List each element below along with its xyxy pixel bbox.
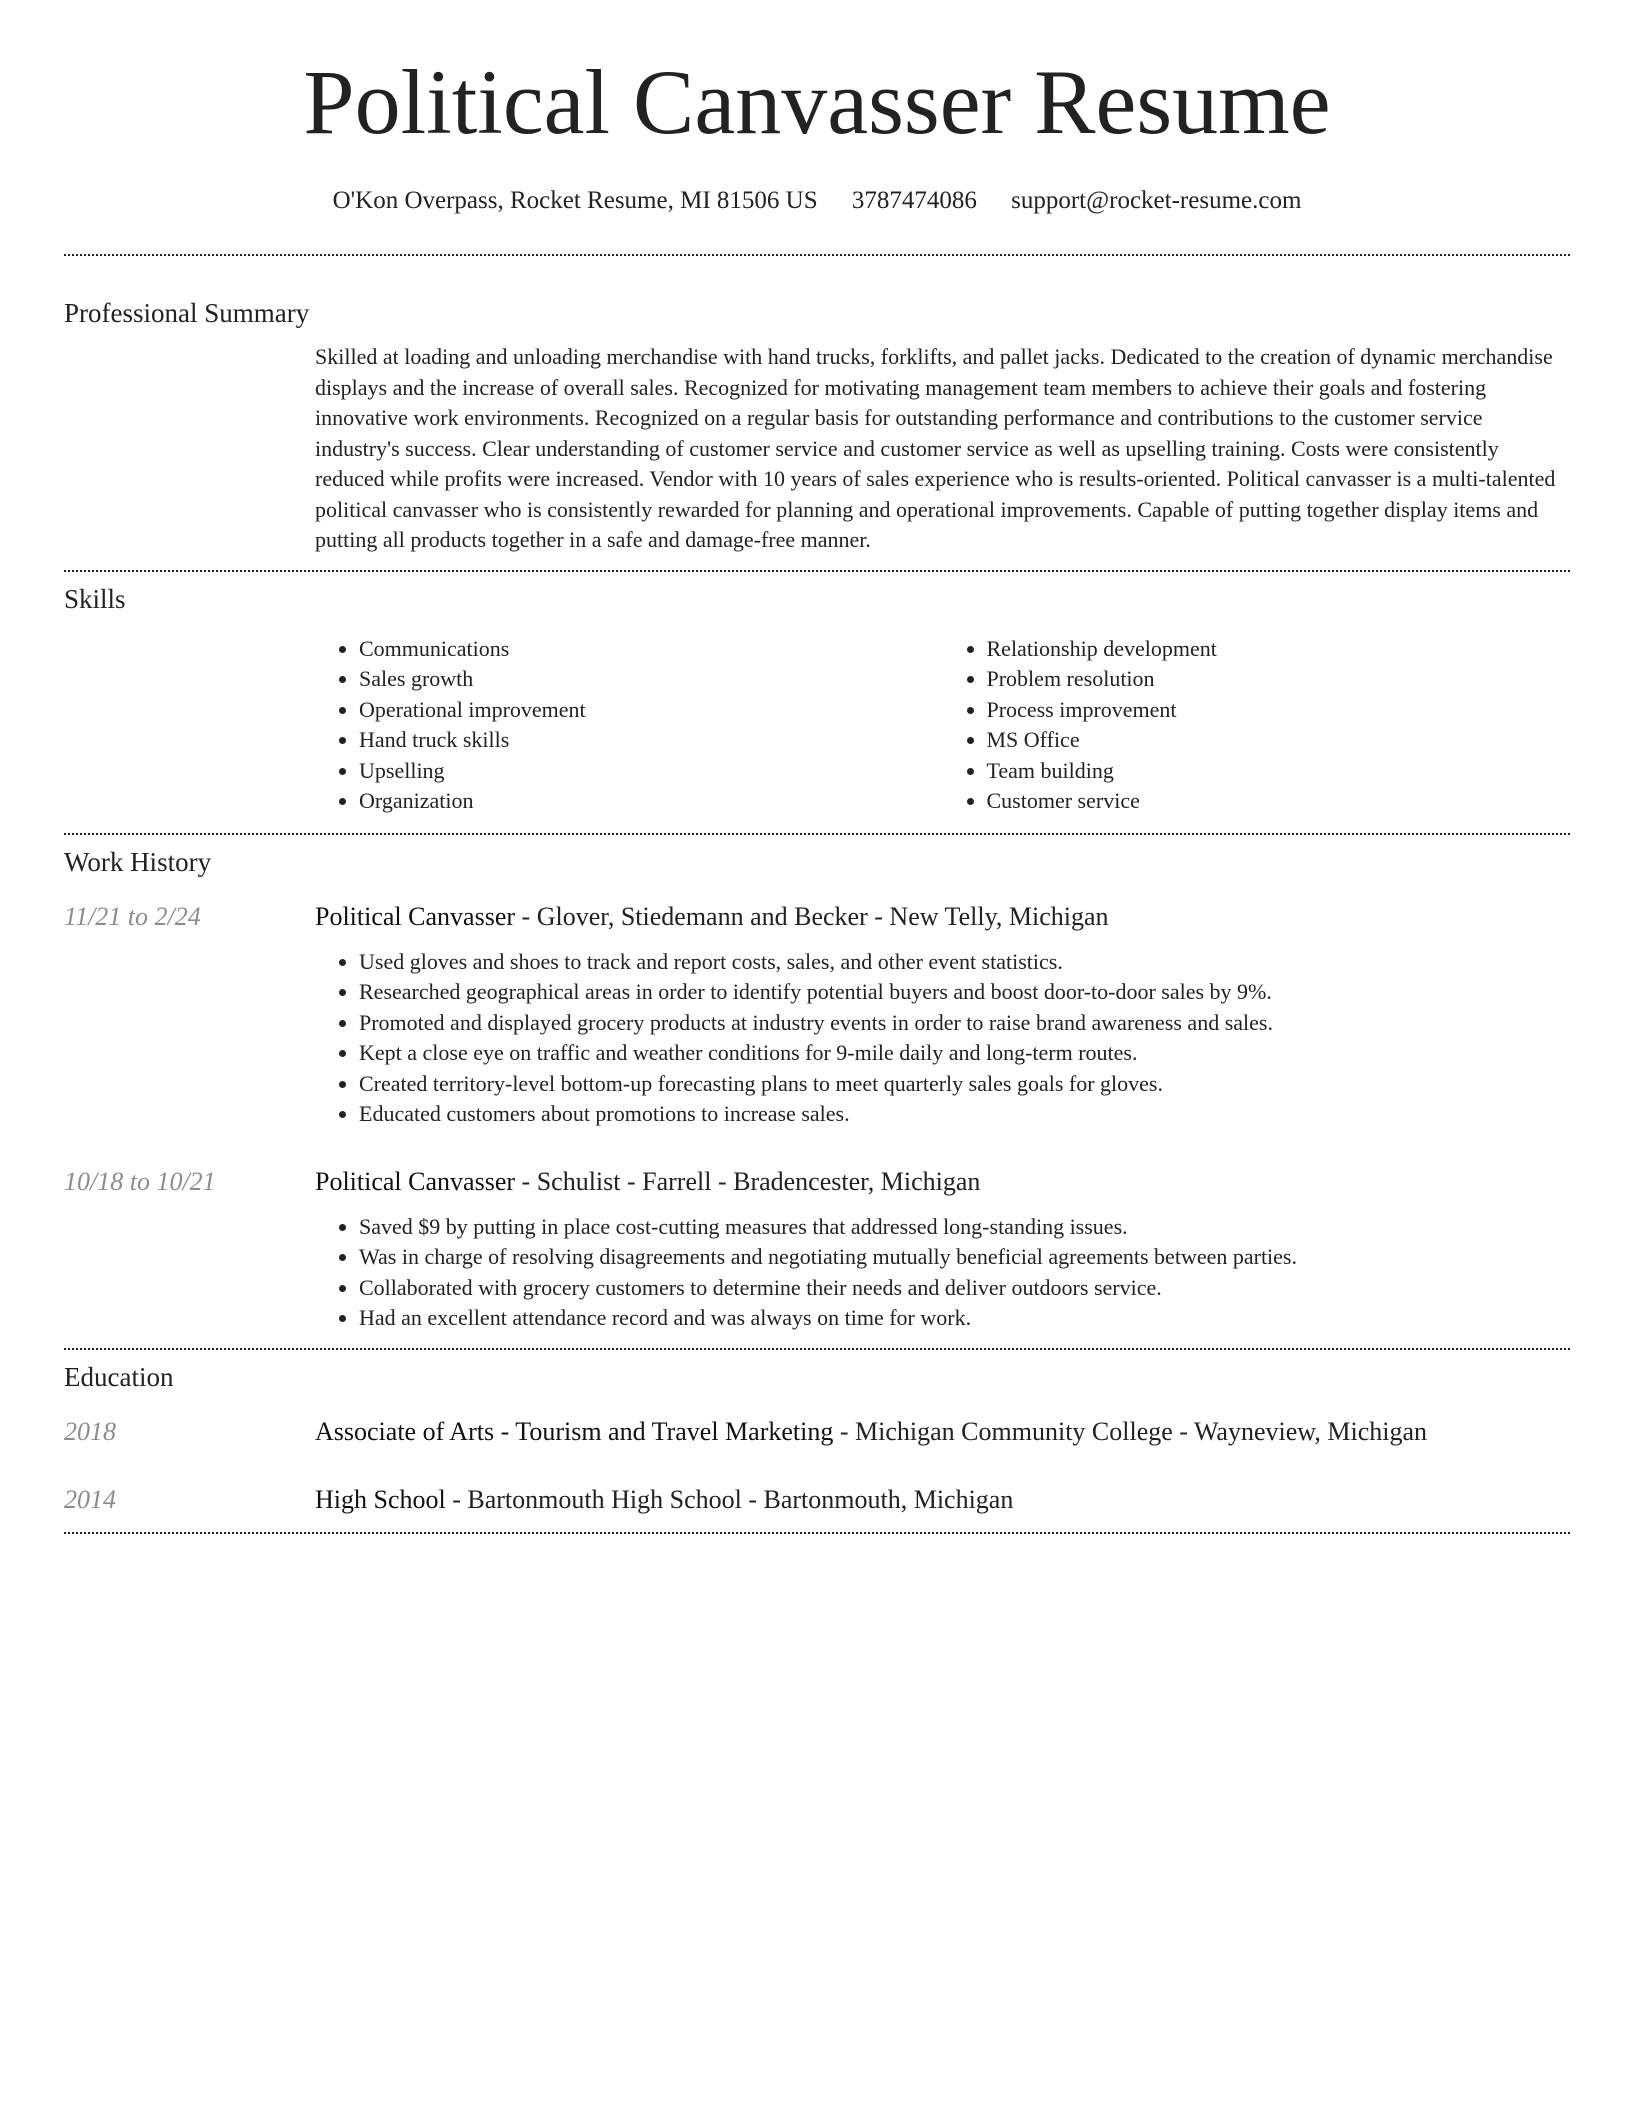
job-bullet: • Kept a close eye on traffic and weather conditions for 9-mile daily and long-term routes. bbox=[359, 1038, 1570, 1069]
job-heading bbox=[315, 899, 1570, 935]
job-dates: 10/18 to 10/21 bbox=[64, 1166, 216, 1196]
divider bbox=[64, 570, 1570, 572]
education-degree: Associate of Arts - Tourism and Travel Marketing bbox=[315, 1416, 834, 1446]
skills-section bbox=[64, 582, 1570, 817]
divider bbox=[64, 833, 1570, 835]
contact-line bbox=[64, 184, 1570, 218]
education-entry bbox=[64, 1414, 1570, 1450]
skills-grid bbox=[315, 634, 1570, 817]
contact-address: O'Kon Overpass, Rocket Resume, MI 81506 US bbox=[332, 187, 818, 214]
job-bullet: • Researched geographical areas in order to identify potential buyers and boost door-to-door sales by 9%. bbox=[359, 977, 1570, 1008]
job-bullets bbox=[315, 947, 1570, 1130]
job-entry bbox=[64, 1164, 1570, 1334]
skill-item: • Team building bbox=[987, 756, 1571, 787]
job-separator: - bbox=[515, 1166, 537, 1196]
resume-title: Political Canvasser Resume bbox=[303, 51, 1331, 153]
skills-list-right bbox=[943, 634, 1571, 817]
job-bullet: • Educated customers about promotions to increase sales. bbox=[359, 1099, 1570, 1130]
skill-item: • MS Office bbox=[987, 725, 1571, 756]
education-heading bbox=[315, 1414, 1570, 1450]
summary-text: Skilled at loading and unloading merchandise with hand trucks, forklifts, and pallet jacks. Dedicated to the creation of dynamic merchandise displays and the increase of overall sales. Recognized for motivating management team members to achieve their goals and fostering innovative work environments. Recognized on a regular basis for outstanding performance and contributions to the customer service industry's success. Clear understanding of customer service and customer service as well as upselling training. Costs were consistently reduced while profits were increased. Vendor with 10 years of sales experience who is results-oriented. Political canvasser is a multi-talented political canvasser who is consistently rewarded for planning and operational improvements. Capable of putting together display items and putting all products together in a safe and damage-free manner. bbox=[315, 344, 1556, 552]
education-heading bbox=[315, 1482, 1570, 1518]
education-degree: High School bbox=[315, 1484, 446, 1514]
contact-phone: 3787474086 bbox=[851, 187, 977, 214]
resume-page bbox=[64, 0, 1570, 1534]
divider bbox=[64, 254, 1570, 256]
work-section bbox=[64, 845, 1570, 1334]
job-bullet: • Was in charge of resolving disagreements and negotiating mutually beneficial agreements between parties. bbox=[359, 1242, 1570, 1273]
job-separator: - bbox=[515, 901, 537, 931]
job-entry bbox=[64, 899, 1570, 1130]
skills-list-left bbox=[315, 634, 943, 817]
skill-item: • Problem resolution bbox=[987, 664, 1571, 695]
skill-item: • Operational improvement bbox=[359, 695, 943, 726]
education-section bbox=[64, 1360, 1570, 1518]
skill-item: • Hand truck skills bbox=[359, 725, 943, 756]
job-title: Political Canvasser bbox=[315, 1166, 516, 1196]
job-bullet: • Had an excellent attendance record and was always on time for work. bbox=[359, 1303, 1570, 1334]
skill-item: • Communications bbox=[359, 634, 943, 665]
education-year: 2018 bbox=[64, 1416, 116, 1446]
skill-item: • Process improvement bbox=[987, 695, 1571, 726]
divider bbox=[64, 1348, 1570, 1350]
section-title-education: Education bbox=[64, 1361, 174, 1392]
job-dates: 11/21 to 2/24 bbox=[64, 901, 201, 931]
section-title-summary: Professional Summary bbox=[64, 298, 310, 328]
education-school: - Bartonmouth High School - Bartonmouth, Michigan bbox=[445, 1484, 1014, 1514]
skill-item: • Sales growth bbox=[359, 664, 943, 695]
job-bullet: • Used gloves and shoes to track and report costs, sales, and other event statistics. bbox=[359, 947, 1570, 978]
section-title-skills: Skills bbox=[64, 583, 126, 614]
job-company: Schulist - Farrell - Bradencester, Michigan bbox=[536, 1166, 981, 1196]
skill-item: • Upselling bbox=[359, 756, 943, 787]
job-company: Glover, Stiedemann and Becker - New Telly, Michigan bbox=[536, 901, 1109, 931]
contact-email: support@rocket-resume.com bbox=[1011, 187, 1302, 214]
job-bullet: • Saved $9 by putting in place cost-cutting measures that addressed long-standing issues. bbox=[359, 1212, 1570, 1243]
job-title: Political Canvasser bbox=[315, 901, 516, 931]
education-school: - Michigan Community College - Wayneview, Michigan bbox=[833, 1416, 1428, 1446]
skill-item: • Relationship development bbox=[987, 634, 1571, 665]
divider bbox=[64, 1532, 1570, 1534]
job-bullet: • Created territory-level bottom-up forecasting plans to meet quarterly sales goals for gloves. bbox=[359, 1069, 1570, 1100]
job-bullets bbox=[315, 1212, 1570, 1334]
skill-item: • Organization bbox=[359, 786, 943, 817]
summary-section bbox=[64, 296, 1570, 556]
job-heading bbox=[315, 1164, 1570, 1200]
job-bullet: • Collaborated with grocery customers to determine their needs and deliver outdoors service. bbox=[359, 1273, 1570, 1304]
education-year: 2014 bbox=[64, 1484, 116, 1514]
section-title-work: Work History bbox=[64, 846, 212, 877]
skill-item: • Customer service bbox=[987, 786, 1571, 817]
education-entry bbox=[64, 1482, 1570, 1518]
job-bullet: • Promoted and displayed grocery products at industry events in order to raise brand awareness and sales. bbox=[359, 1008, 1570, 1039]
